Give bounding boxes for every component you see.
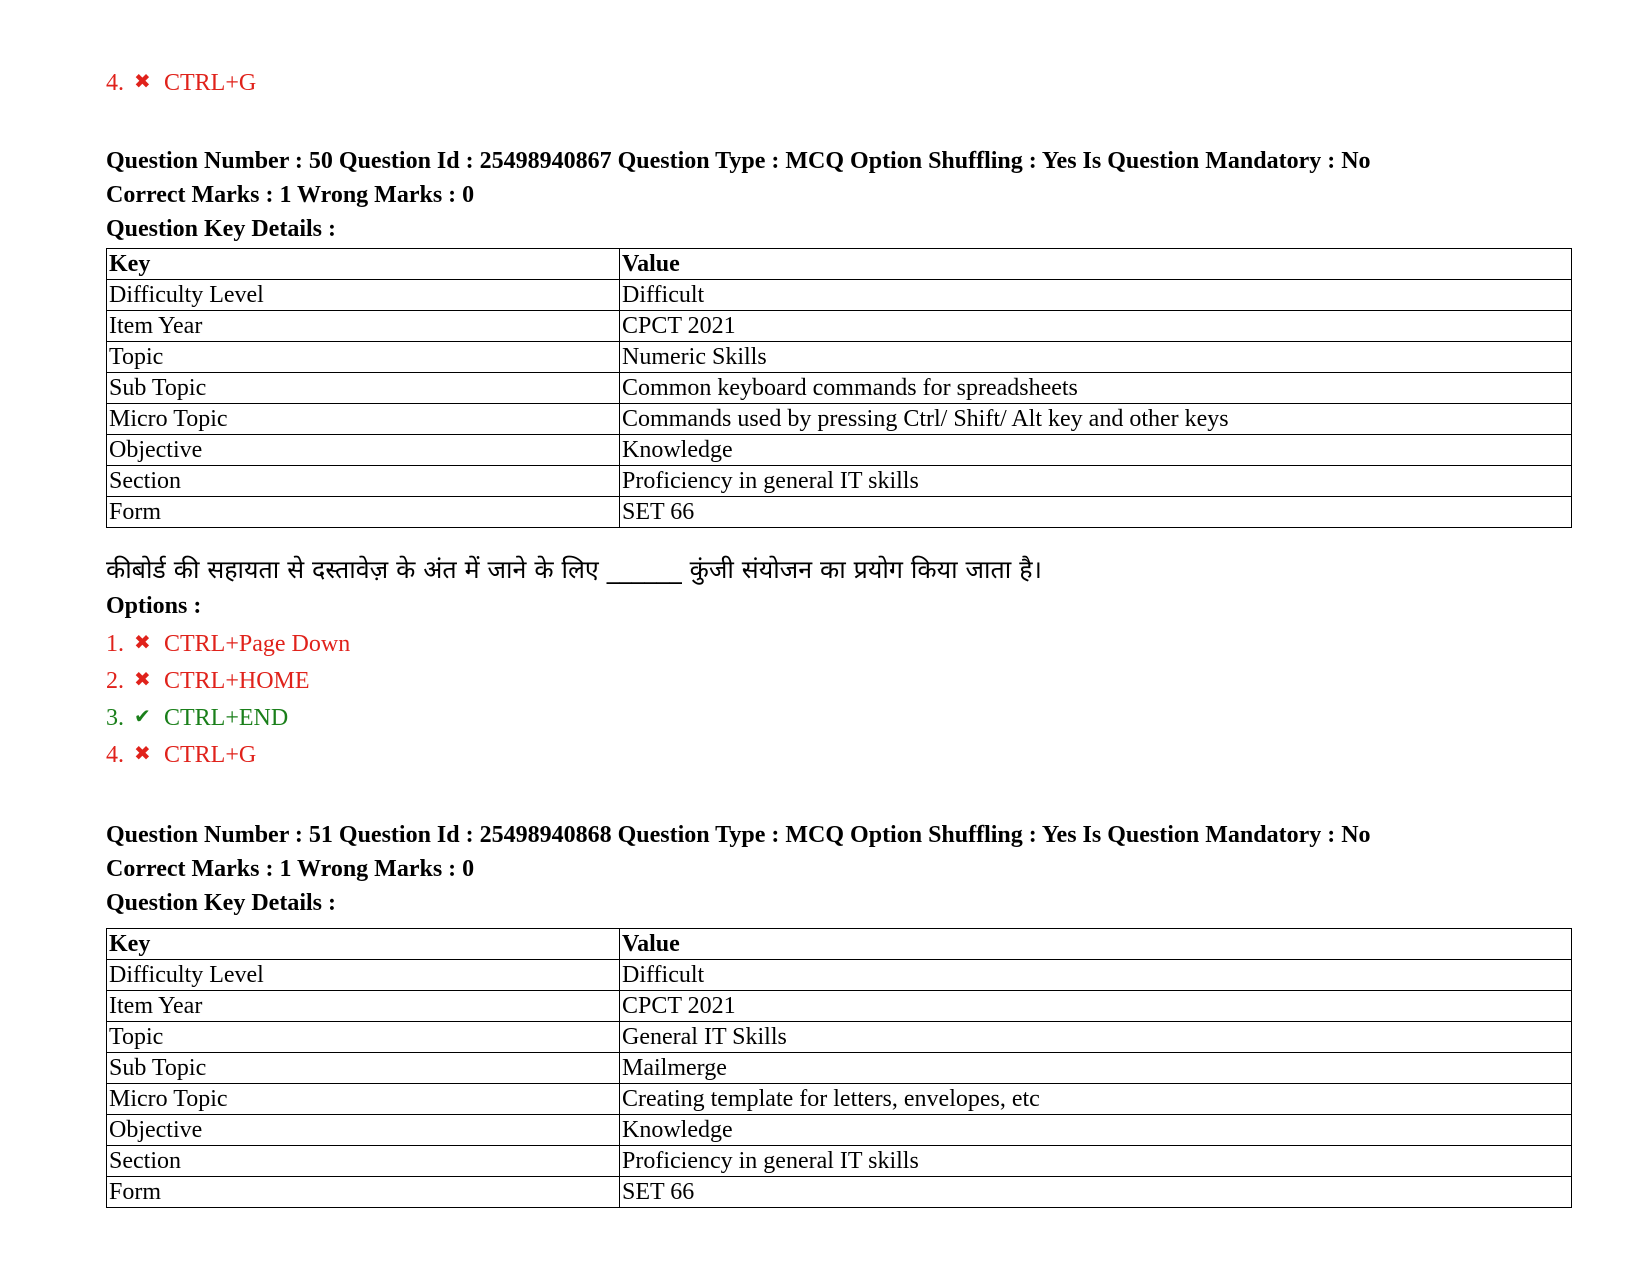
table-cell: Difficult <box>620 280 1572 311</box>
table-cell: Knowledge <box>620 1115 1572 1146</box>
table-row <box>107 1177 1572 1208</box>
option-number: 1. <box>106 631 124 657</box>
table-cell: Form <box>107 1177 620 1208</box>
table-cell: Micro Topic <box>107 1084 620 1115</box>
table-header-cell: Value <box>620 249 1572 280</box>
table-cell: Proficiency in general IT skills <box>620 466 1572 497</box>
table-cell: Form <box>107 497 620 528</box>
table-row <box>107 342 1572 373</box>
table-row <box>107 404 1572 435</box>
table-cell: Numeric Skills <box>620 342 1572 373</box>
table-cell: Item Year <box>107 311 620 342</box>
table-cell: Commands used by pressing Ctrl/ Shift/ Alt key and other keys <box>620 404 1572 435</box>
table-cell: Common keyboard commands for spreadsheets <box>620 373 1572 404</box>
option-text: CTRL+G <box>164 742 257 768</box>
question-header <box>106 818 1371 920</box>
cross-icon: ✖ <box>134 630 151 654</box>
option-number: 3. <box>106 705 124 731</box>
table-cell: Objective <box>107 435 620 466</box>
table-cell: Difficulty Level <box>107 960 620 991</box>
option-number: 4. <box>106 742 124 768</box>
table-cell: SET 66 <box>620 497 1572 528</box>
question-meta-line: Question Number : 51 Question Id : 25498940868 Question Type : MCQ Option Shuffling : Yes Is Question Mandatory : No <box>106 822 1371 848</box>
marks-line: Correct Marks : 1 Wrong Marks : 0 <box>106 856 475 882</box>
table-row <box>107 960 1572 991</box>
option-number: 4. <box>106 70 124 96</box>
table-row <box>107 311 1572 342</box>
option-text: CTRL+END <box>164 705 289 731</box>
table-cell: Micro Topic <box>107 404 620 435</box>
table-row <box>107 466 1572 497</box>
cross-icon: ✖ <box>134 69 151 93</box>
question-header <box>106 144 1371 246</box>
question-text: कीबोर्ड की सहायता से दस्तावेज़ के अंत में जाने के लिए ______ कुंजी संयोजन का प्रयोग किया जाता है। <box>106 555 1042 584</box>
table-cell: Sub Topic <box>107 1053 620 1084</box>
table-row <box>107 1146 1572 1177</box>
table-row <box>107 435 1572 466</box>
option-number: 2. <box>106 668 124 694</box>
table-row <box>107 1115 1572 1146</box>
question-key-table <box>106 248 1572 528</box>
cross-icon: ✖ <box>134 741 151 765</box>
question-meta-line: Question Number : 50 Question Id : 25498940867 Question Type : MCQ Option Shuffling : Yes Is Question Mandatory : No <box>106 148 1371 174</box>
table-cell: Proficiency in general IT skills <box>620 1146 1572 1177</box>
table-cell: Item Year <box>107 991 620 1022</box>
question-key-table <box>106 928 1572 1208</box>
table-header-cell: Key <box>107 249 620 280</box>
option-item <box>106 664 310 696</box>
marks-line: Correct Marks : 1 Wrong Marks : 0 <box>106 182 475 208</box>
table-row <box>107 280 1572 311</box>
table-row <box>107 1053 1572 1084</box>
table-cell: Knowledge <box>620 435 1572 466</box>
table-row <box>107 497 1572 528</box>
table-cell: SET 66 <box>620 1177 1572 1208</box>
key-details-label: Question Key Details : <box>106 890 336 916</box>
option-item <box>106 627 350 659</box>
table-cell: Difficulty Level <box>107 280 620 311</box>
option-text: CTRL+HOME <box>164 668 310 694</box>
table-header-cell: Value <box>620 929 1572 960</box>
table-cell: CPCT 2021 <box>620 311 1572 342</box>
key-details-label: Question Key Details : <box>106 216 336 242</box>
table-row <box>107 1022 1572 1053</box>
table-cell: Section <box>107 466 620 497</box>
table-cell: Difficult <box>620 960 1572 991</box>
option-item <box>106 738 256 770</box>
table-header-row <box>107 249 1572 280</box>
table-header-cell: Key <box>107 929 620 960</box>
table-row <box>107 991 1572 1022</box>
table-row <box>107 1084 1572 1115</box>
table-cell: Mailmerge <box>620 1053 1572 1084</box>
option-item <box>106 66 256 98</box>
table-header-row <box>107 929 1572 960</box>
table-cell: Topic <box>107 342 620 373</box>
option-text: CTRL+Page Down <box>164 631 351 657</box>
table-cell: General IT Skills <box>620 1022 1572 1053</box>
table-row <box>107 373 1572 404</box>
question-key-table-container <box>106 928 1572 1220</box>
option-text: CTRL+G <box>164 70 257 96</box>
table-cell: Sub Topic <box>107 373 620 404</box>
table-cell: Objective <box>107 1115 620 1146</box>
table-cell: Creating template for letters, envelopes, etc <box>620 1084 1572 1115</box>
option-item-correct <box>106 701 288 733</box>
options-label: Options : <box>106 593 202 619</box>
checkmark-icon: ✔ <box>134 704 151 728</box>
table-cell: Section <box>107 1146 620 1177</box>
table-cell: Topic <box>107 1022 620 1053</box>
table-cell: CPCT 2021 <box>620 991 1572 1022</box>
cross-icon: ✖ <box>134 667 151 691</box>
